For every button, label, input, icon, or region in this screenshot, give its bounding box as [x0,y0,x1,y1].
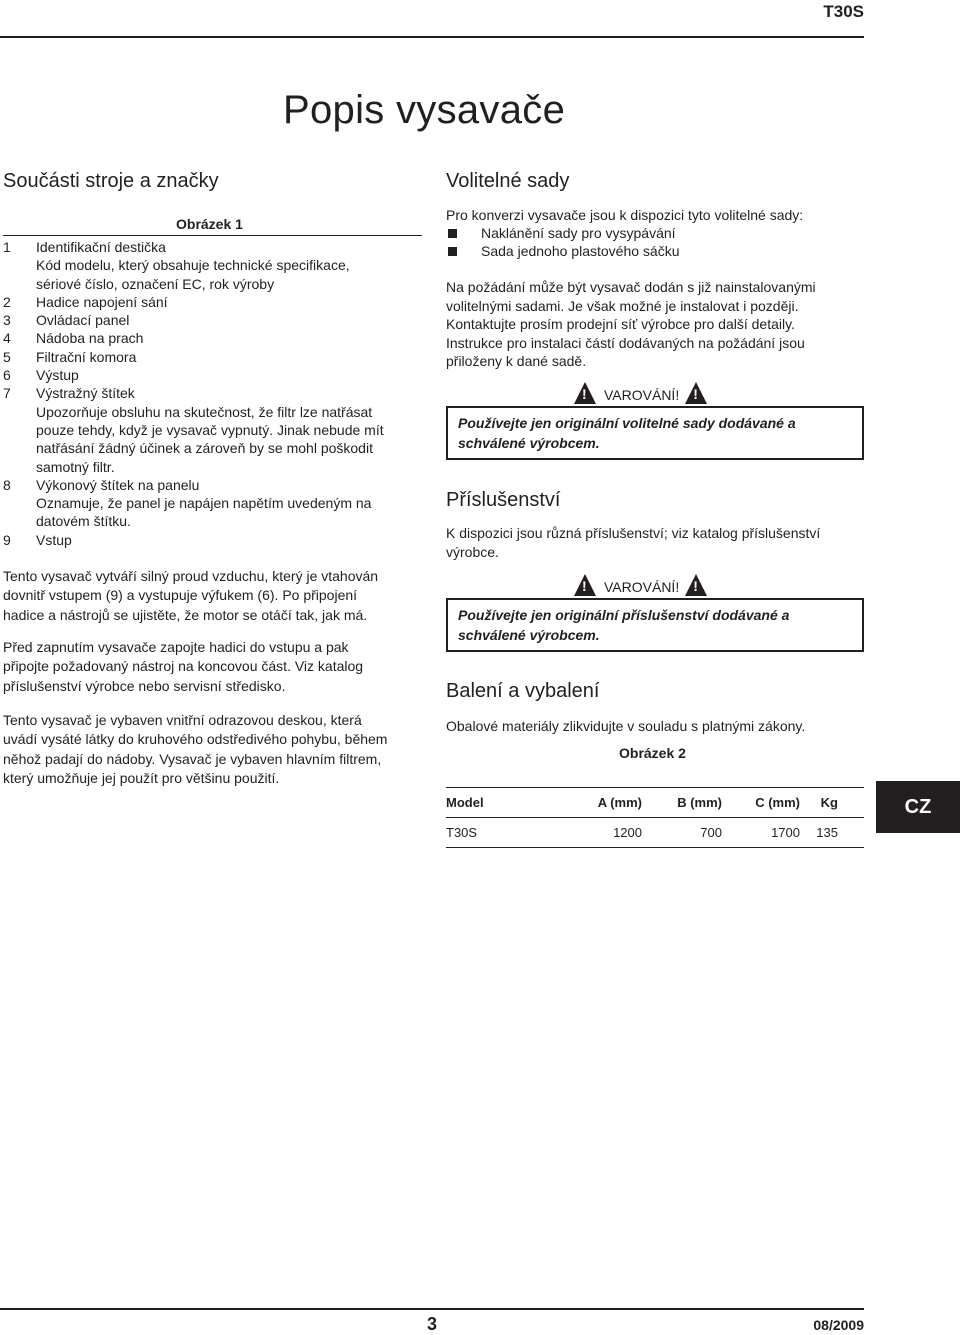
table-header-cell: C (mm) [755,795,800,810]
list-item: Sada jednoho plastového sáčku [446,242,679,260]
header-model: T30S [823,2,864,21]
warning-box-1 [446,406,864,460]
legend-item [3,366,423,384]
legend-label: Nádoba na prach [36,330,144,347]
page-number: 3 [427,1314,438,1334]
warning-heading-2 [574,574,707,596]
paragraph-line: Instrukce pro instalaci částí dodávaných na požádání jsou [446,334,805,351]
legend-label: Výstražný štítek [36,385,135,402]
bullet-icon [448,229,457,238]
footer-rule [0,1308,864,1310]
legend-label: Ovládací panel [36,312,130,329]
table-cell: T30S [446,825,478,840]
dimensions-table [446,788,864,848]
paragraph-line: příslušenství výrobce nebo servisní středisko. [3,677,286,694]
legend-number: 8 [3,476,11,493]
legend-label: Hadice napojení sání [36,293,168,310]
list-item: Naklánění sady pro vysypávání [446,224,679,242]
language-tab: CZ [876,781,960,833]
table-row [446,818,864,848]
paragraph-connect [3,638,423,696]
warning-text: schválené výrobcem. [458,434,600,451]
packing-text: Obalové materiály zlikvidujte v souladu s platnými zákony. [446,718,806,734]
legend-number: 9 [3,531,11,548]
page-title: Popis vysavače [283,88,566,132]
section-title-packing: Balení a vybalení [446,680,600,702]
legend-description: sériové číslo, označení EC, rok výroby [36,275,275,292]
paragraph-airflow [3,567,423,625]
legend-label: Výkonový štítek na panelu [36,476,200,493]
paragraph-line: dovnitř vstupem (9) a vystupuje výfukem (6). Po připojení [3,587,358,604]
table-header-cell: A (mm) [597,795,642,810]
legend-number: 7 [3,385,11,402]
bullet-icon [448,247,457,256]
legend-description: datovém štítku. [36,513,131,530]
legend-description: samotný filtr. [36,458,115,475]
paragraph-line: volitelnými sadami. Je však možné je instalovat i později. [446,297,799,314]
table-cell: 1200 [613,825,642,840]
paragraph-line: připojte požadovaný nástroj na koncovou část. Viz katalog [3,658,364,675]
warning-text: Používejte jen originální příslušenství dodávané a [458,607,790,623]
legend-number: 4 [3,330,11,347]
legend-number: 2 [3,293,11,310]
paragraph-line: přiloženy k dané sadě. [446,353,587,369]
optional-note [446,278,866,371]
warning-icon: ! [685,574,707,596]
warning-text: Používejte jen originální volitelné sady dodávané a [458,415,796,431]
table-cell: 1700 [771,825,800,840]
table-cell: 700 [700,825,722,840]
paragraph-baffle [3,711,423,788]
legend-label: Vstup [36,531,72,548]
section-title-accessories: Příslušenství [446,489,561,511]
component-legend [3,238,423,549]
legend-number: 3 [3,312,11,329]
section-title-components: Součásti stroje a značky [3,170,219,192]
legend-description: Kód modelu, který obsahuje technické specifikace, [36,257,350,274]
legend-item [3,476,423,531]
paragraph-line: Tento vysavač je vybaven vnitřní odrazovou deskou, která [3,712,362,728]
warning-icon: ! [574,382,596,404]
warning-box-2 [446,598,864,652]
legend-label: Filtrační komora [36,348,137,365]
paragraph-line: hadice a nástrojů se ujistěte, že motor se otáčí tak, jak má. [3,606,368,623]
paragraph-line: K dispozici jsou různá příslušenství; viz katalog příslušenství [446,525,821,541]
legend-item [3,238,423,293]
footer-date: 08/2009 [813,1317,864,1333]
warning-label: VAROVÁNÍ! [604,579,680,595]
accessories-text [446,524,866,561]
legend-description: pouze tehdy, když je vysavač vypnutý. Jinak nebude mít [36,421,384,438]
section-title-optional: Volitelné sady [446,170,570,192]
table-header-cell: Model [446,795,484,810]
warning-text: schválené výrobcem. [458,626,600,643]
legend-item [3,311,423,329]
warning-icon: ! [685,382,707,404]
table-cell: 135 [816,825,838,840]
legend-label: Identifikační destička [36,239,166,255]
optional-intro: Pro konverzi vysavače jsou k dispozici tyto volitelné sady: [446,207,804,223]
warning-heading-1 [574,382,707,404]
legend-item [3,531,423,549]
legend-item [3,348,423,366]
table-header-cell: B (mm) [677,795,722,810]
paragraph-line: Kontaktujte prosím prodejní síť výrobce pro další detaily. [446,316,795,332]
warning-label: VAROVÁNÍ! [604,387,680,403]
header-rule [0,36,864,38]
legend-description: natřásání žádný účinek a zároveň by se mohl poškodit [36,440,373,457]
legend-description: Upozorňuje obsluhu na skutečnost, že filtr lze natřásat [36,403,373,420]
legend-item [3,293,423,311]
legend-description: Oznamuje, že panel je napájen napětím uvedeným na [36,495,372,512]
paragraph-line: výrobce. [446,543,499,560]
paragraph-line: něhož padají do nádoby. Vysavač je vybaven hlavním filtrem, [3,750,382,767]
paragraph-line: Před zapnutím vysavače zapojte hadici do vstupu a pak [3,639,349,655]
figure2-caption: Obrázek 2 [619,745,686,761]
legend-label: Výstup [36,367,79,384]
figure1-rule [3,235,422,236]
paragraph-line: který umožňuje jej použít pro většinu použití. [3,769,280,786]
figure1-caption: Obrázek 1 [176,216,243,232]
table-header-row [446,788,864,818]
legend-number: 6 [3,367,11,384]
table-header-cell: Kg [820,795,838,810]
warning-icon: ! [574,574,596,596]
paragraph-line: uvádí vysáté látky do kruhového odstředivého pohybu, během [3,731,388,748]
legend-item [3,384,423,475]
legend-item [3,329,423,347]
legend-number: 1 [3,239,11,255]
legend-number: 5 [3,348,11,365]
paragraph-line: Na požádání může být vysavač dodán s již nainstalovanými [446,279,816,295]
optional-list [446,224,679,260]
paragraph-line: Tento vysavač vytváří silný proud vzduchu, který je vtahován [3,568,379,584]
